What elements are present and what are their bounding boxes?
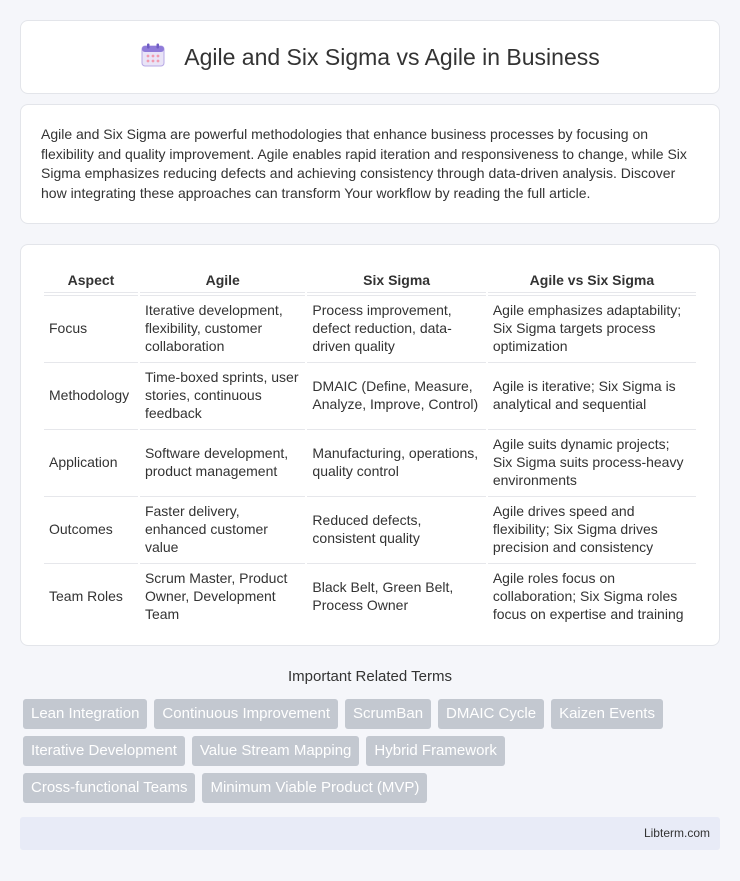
table-row	[44, 362, 696, 427]
tag-iterative-development[interactable]: Iterative Development	[23, 736, 185, 766]
table-cell: Time-boxed sprints, user stories, continuous feedback	[140, 362, 305, 427]
table-cell: Team Roles	[44, 563, 138, 628]
tag-hybrid-framework[interactable]: Hybrid Framework	[366, 736, 505, 766]
tag-continuous-improvement[interactable]: Continuous Improvement	[154, 699, 338, 729]
header-six-sigma: Six Sigma	[307, 267, 485, 293]
table-cell: Agile suits dynamic projects; Six Sigma suits process-heavy environments	[488, 429, 696, 494]
table-cell: Faster delivery, enhanced customer value	[140, 496, 305, 561]
footer	[20, 817, 720, 850]
intro-card	[20, 104, 720, 224]
table-row	[44, 496, 696, 561]
table-cell: Agile roles focus on collaboration; Six Sigma roles focus on expertise and training	[488, 563, 696, 628]
footer-brand-link[interactable]: Libterm.com	[643, 826, 710, 840]
table-cell: Focus	[44, 295, 138, 360]
page-title: Agile and Six Sigma vs Agile in Business	[184, 43, 600, 70]
table-cell: Methodology	[44, 362, 138, 427]
header-aspect: Aspect	[44, 267, 138, 293]
table-cell: DMAIC (Define, Measure, Analyze, Improve, Control)	[307, 362, 485, 427]
header-comparison: Agile vs Six Sigma	[488, 267, 696, 293]
tag-cross-functional-teams[interactable]: Cross-functional Teams	[23, 773, 195, 803]
calendar-icon	[140, 42, 166, 73]
table-cell: Application	[44, 429, 138, 494]
table-cell: Agile is iterative; Six Sigma is analytical and sequential	[488, 362, 696, 427]
related-terms-title: Important Related Terms	[288, 668, 452, 685]
table-row	[44, 429, 696, 494]
table-cell: Scrum Master, Product Owner, Development Team	[140, 563, 305, 628]
tag-minimum-viable-product[interactable]: Minimum Viable Product (MVP)	[202, 773, 427, 803]
tag-lean-integration[interactable]: Lean Integration	[23, 699, 147, 729]
header-card	[20, 20, 720, 94]
related-terms-list	[23, 699, 723, 810]
tag-kaizen-events[interactable]: Kaizen Events	[551, 699, 663, 729]
comparison-table-card	[20, 244, 720, 646]
tag-value-stream-mapping[interactable]: Value Stream Mapping	[192, 736, 359, 766]
table-cell: Agile emphasizes adaptability; Six Sigma targets process optimization	[488, 295, 696, 360]
table-row	[44, 295, 696, 360]
header-agile: Agile	[140, 267, 305, 293]
table-header-row	[44, 267, 696, 293]
table-cell: Reduced defects, consistent quality	[307, 496, 485, 561]
table-row	[44, 563, 696, 628]
comparison-table	[42, 265, 698, 630]
table-cell: Process improvement, defect reduction, data-driven quality	[307, 295, 485, 360]
table-cell: Manufacturing, operations, quality control	[307, 429, 485, 494]
table-cell: Outcomes	[44, 496, 138, 561]
table-cell: Agile drives speed and flexibility; Six Sigma drives precision and consistency	[488, 496, 696, 561]
tag-dmaic-cycle[interactable]: DMAIC Cycle	[438, 699, 544, 729]
intro-text: Agile and Six Sigma are powerful methodologies that enhance business processes by focusing on flexibility and quality improvement. Agile enables rapid iteration and responsiveness to change, while Six Sigma emphasizes reducing defects and achieving consistency through data-driven analysis. Discover how integrating these approaches can transform Your workflow by reading the full article.	[41, 126, 687, 201]
table-cell: Iterative development, flexibility, customer collaboration	[140, 295, 305, 360]
table-cell: Software development, product management	[140, 429, 305, 494]
table-cell: Black Belt, Green Belt, Process Owner	[307, 563, 485, 628]
tag-scrumban[interactable]: ScrumBan	[345, 699, 431, 729]
